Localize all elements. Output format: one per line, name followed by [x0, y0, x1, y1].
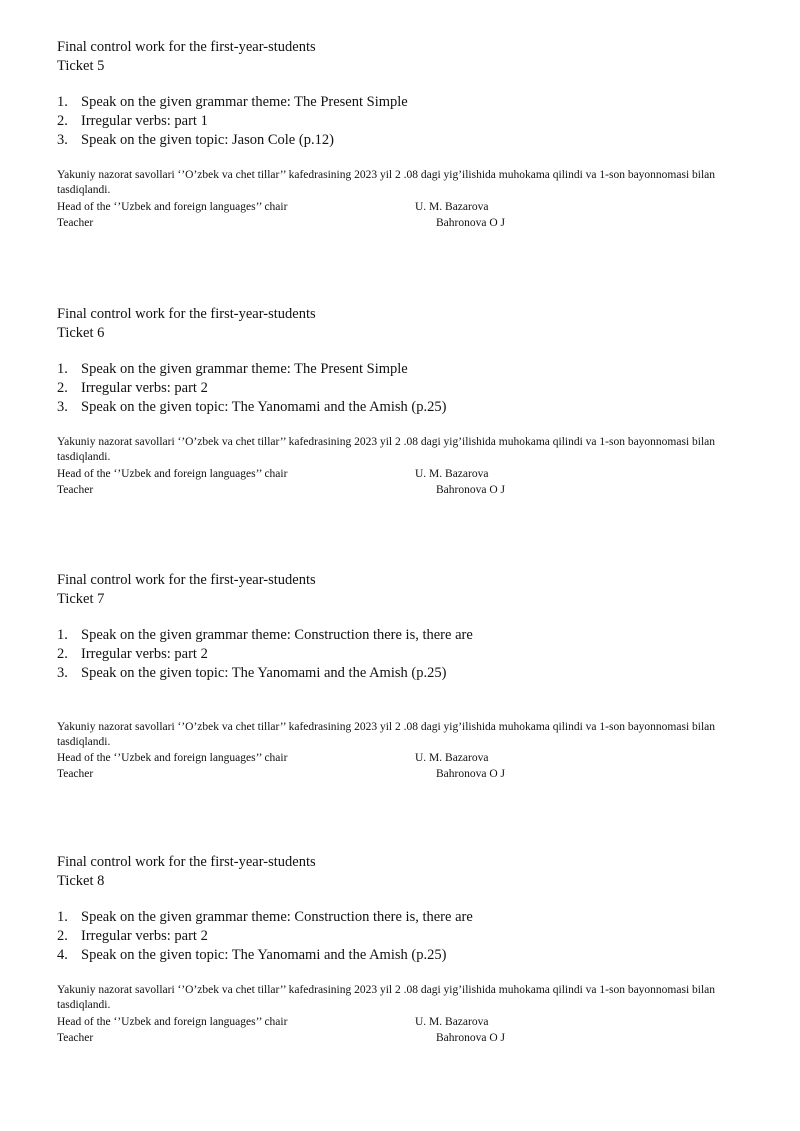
- teacher-name: Bahronova O J: [436, 217, 505, 229]
- ticket-title: Final control work for the first-year-students: [57, 854, 316, 870]
- question-item: [57, 927, 473, 946]
- head-name: U. M. Bazarova: [415, 1016, 489, 1028]
- question-item: [57, 93, 408, 112]
- question-text: Speak on the given topic: The Yanomami and the Amish (p.25): [81, 947, 447, 963]
- teacher-name: Bahronova O J: [436, 1032, 505, 1044]
- approval-note: Yakuniy nazorat savollari ‘’O’zbek va chet tillar’’ kafedrasining 2023 yil 2 .08 dagi yig’ilishida muhokama qilindi va 1-son bayonnomasi bilan tasdiqlandi.: [57, 984, 716, 1011]
- question-item: [57, 398, 446, 417]
- head-name: U. M. Bazarova: [415, 201, 489, 213]
- question-number: 1.: [57, 94, 68, 110]
- approval-note: Yakuniy nazorat savollari ‘’O’zbek va chet tillar’’ kafedrasining 2023 yil 2 .08 dagi yig’ilishida muhokama qilindi va 1-son bayonnomasi bilan tasdiqlandi.: [57, 169, 716, 196]
- question-item: [57, 645, 473, 664]
- question-number: 2.: [57, 113, 68, 129]
- question-text: Speak on the given topic: Jason Cole (p.12): [81, 132, 334, 148]
- question-text: Speak on the given grammar theme: Construction there is, there are: [81, 909, 473, 925]
- ticket-title: Final control work for the first-year-students: [57, 306, 316, 322]
- signature-block: [57, 467, 747, 499]
- question-number: 1.: [57, 361, 68, 377]
- teacher-label: Teacher: [57, 484, 94, 496]
- teacher-label: Teacher: [57, 768, 94, 780]
- question-text: Irregular verbs: part 1: [81, 113, 208, 129]
- approval-note: Yakuniy nazorat savollari ‘’O’zbek va chet tillar’’ kafedrasining 2023 yil 2 .08 dagi yig’ilishida muhokama qilindi va 1-son bayonnomasi bilan tasdiqlandi.: [57, 721, 716, 748]
- head-label: Head of the ‘’Uzbek and foreign languages’’ chair: [57, 1016, 288, 1028]
- ticket-block: [57, 38, 747, 229]
- teacher-label: Teacher: [57, 1032, 94, 1044]
- question-list: [57, 626, 473, 683]
- question-item: [57, 379, 446, 398]
- ticket-title: Final control work for the first-year-students: [57, 39, 316, 55]
- question-list: [57, 93, 408, 150]
- question-text: Speak on the given topic: The Yanomami and the Amish (p.25): [81, 665, 447, 681]
- question-number: 2.: [57, 928, 68, 944]
- question-item: [57, 908, 473, 927]
- ticket-number: Ticket 7: [57, 591, 105, 607]
- head-label: Head of the ‘’Uzbek and foreign languages’’ chair: [57, 468, 288, 480]
- question-text: Irregular verbs: part 2: [81, 646, 208, 662]
- ticket-block: [57, 571, 747, 780]
- approval-note: Yakuniy nazorat savollari ‘’O’zbek va chet tillar’’ kafedrasining 2023 yil 2 .08 dagi yig’ilishida muhokama qilindi va 1-son bayonnomasi bilan tasdiqlandi.: [57, 436, 716, 463]
- question-item: [57, 664, 473, 683]
- question-number: 2.: [57, 646, 68, 662]
- ticket-number: Ticket 6: [57, 325, 105, 341]
- signature-block: [57, 200, 747, 232]
- head-name: U. M. Bazarova: [415, 752, 489, 764]
- question-number: 3.: [57, 665, 68, 681]
- question-item: [57, 112, 408, 131]
- question-text: Speak on the given grammar theme: The Present Simple: [81, 361, 408, 377]
- question-text: Irregular verbs: part 2: [81, 928, 208, 944]
- teacher-name: Bahronova O J: [436, 484, 505, 496]
- signature-block: [57, 1015, 747, 1047]
- ticket-block: [57, 853, 747, 1044]
- question-list: [57, 908, 473, 965]
- question-number: 3.: [57, 399, 68, 415]
- signature-block: [57, 751, 747, 783]
- question-list: [57, 360, 446, 417]
- question-item: [57, 626, 473, 645]
- question-number: 3.: [57, 132, 68, 148]
- question-text: Speak on the given grammar theme: The Present Simple: [81, 94, 408, 110]
- ticket-block: [57, 305, 747, 496]
- question-item: [57, 360, 446, 379]
- question-item: [57, 946, 473, 965]
- ticket-number: Ticket 5: [57, 58, 105, 74]
- question-text: Speak on the given topic: The Yanomami and the Amish (p.25): [81, 399, 447, 415]
- question-text: Irregular verbs: part 2: [81, 380, 208, 396]
- ticket-title: Final control work for the first-year-students: [57, 572, 316, 588]
- question-text: Speak on the given grammar theme: Construction there is, there are: [81, 627, 473, 643]
- question-number: 4.: [57, 947, 68, 963]
- question-number: 1.: [57, 627, 68, 643]
- teacher-name: Bahronova O J: [436, 768, 505, 780]
- ticket-number: Ticket 8: [57, 873, 105, 889]
- question-number: 2.: [57, 380, 68, 396]
- head-name: U. M. Bazarova: [415, 468, 489, 480]
- head-label: Head of the ‘’Uzbek and foreign languages’’ chair: [57, 752, 288, 764]
- question-item: [57, 131, 408, 150]
- teacher-label: Teacher: [57, 217, 94, 229]
- question-number: 1.: [57, 909, 68, 925]
- head-label: Head of the ‘’Uzbek and foreign languages’’ chair: [57, 201, 288, 213]
